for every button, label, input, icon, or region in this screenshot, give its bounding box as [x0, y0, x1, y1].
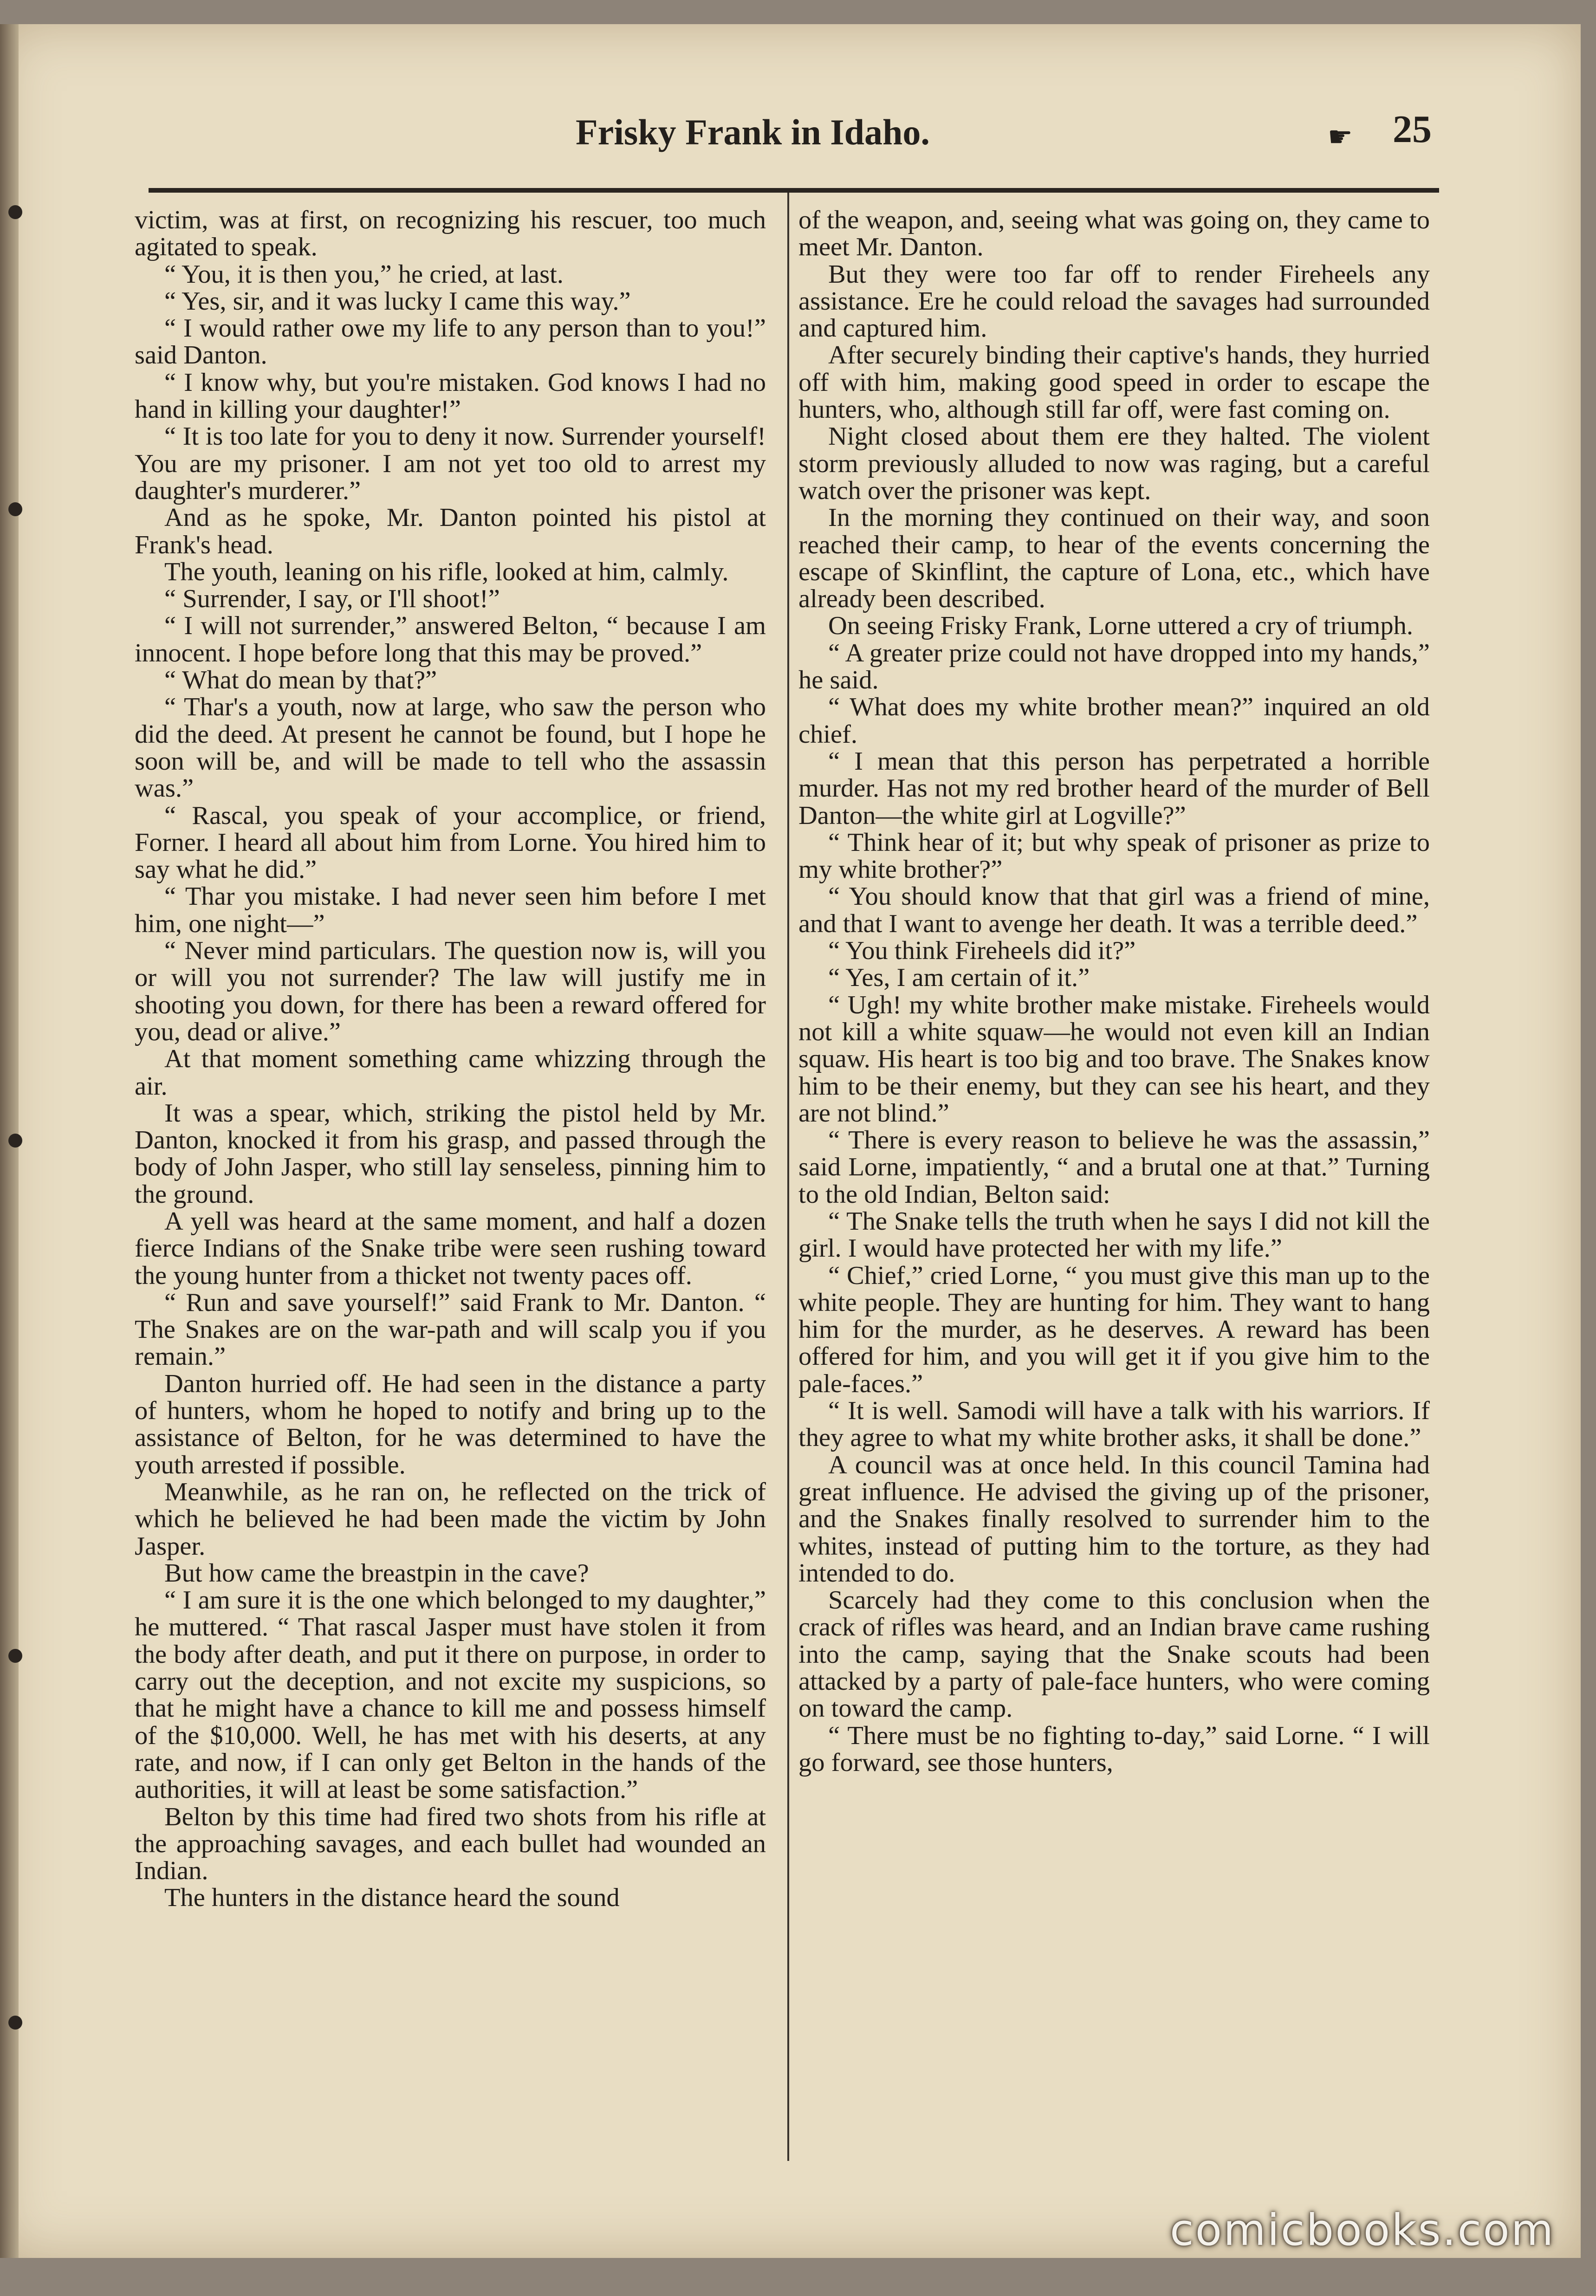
paragraph: “ I am sure it is the one which belonged to my daughter,” he muttered. “ That rascal Jasper must have stolen it from the body after death, and put it there on purpose, in order to carry out the deception, and not excite my suspicions, so that he might have a chance to kill me and possess himself of the $10,000. Well, he has met with his deserts, at any rate, and now, if I can only get Belton in the hands of the authorities, it will at least be some satisfaction.”	[135, 1586, 766, 1804]
page-number: 25	[1393, 108, 1432, 151]
paragraph: “ What do mean by that?”	[164, 666, 437, 695]
paragraph: And as he spoke, Mr. Danton pointed his pistol at Frank's head.	[135, 503, 766, 559]
paragraph: The youth, leaning on his rifle, looked at him, calmly.	[164, 557, 729, 586]
paragraph: But how came the breastpin in the cave?	[164, 1558, 589, 1588]
paragraph: “ Ugh! my white brother make mistake. Fireheels would not kill a white squaw—he would not even kill an Indian squaw. His heart is too big and too brave. The Snakes know him to be their enemy, but they can see his heart, and they are not blind.”	[798, 990, 1430, 1128]
paragraph: A yell was heard at the same moment, and half a dozen fierce Indians of the Snake tribe were seen rushing toward the young hunter from a thicket not twenty paces off.	[135, 1206, 766, 1290]
staple-hole	[8, 1134, 22, 1148]
paragraph: Night closed about them ere they halted. The violent storm previously alluded to now was raging, but a careful watch over the prisoner was kept.	[798, 422, 1430, 505]
paragraph: “ Yes, sir, and it was lucky I came this way.”	[164, 286, 631, 316]
paragraph: of the weapon, and, seeing what was going on, they came to meet Mr. Danton.	[798, 206, 1430, 262]
paragraph: “ Think hear of it; but why speak of prisoner as prize to my white brother?”	[798, 828, 1430, 884]
paragraph: “ Never mind particulars. The question now is, will you or will you not surrender? The law will justify me in shooting you down, for there has been a reward offered for you, dead or alive.”	[135, 936, 766, 1046]
paragraph: Belton by this time had fired two shots from his rifle at the approaching savages, and each bullet had wounded an Indian.	[135, 1802, 766, 1886]
paragraph: The hunters in the distance heard the sound	[164, 1883, 620, 1913]
paragraph: “ It is too late for you to deny it now. Surrender yourself! You are my prisoner. I am not yet too old to arrest my daughter's murderer.”	[135, 422, 766, 505]
paragraph: After securely binding their captive's hands, they hurried off with him, making good speed in order to escape the hunters, who, although still far off, were fast coming on.	[798, 341, 1430, 424]
left-column	[135, 207, 766, 1912]
paragraph: “ I would rather owe my life to any person than to you!” said Danton.	[135, 314, 766, 370]
staple-hole	[8, 205, 22, 219]
page-header	[139, 97, 1439, 176]
paragraph: Scarcely had they come to this conclusion when the crack of rifles was heard, and an Indian brave came rushing into the camp, saying that the Snake scouts had been attacked by a party of pale-face hunters, who were coming on toward the camp.	[798, 1586, 1430, 1723]
paragraph: “ There must be no fighting to-day,” said Lorne. “ I will go forward, see those hunters,	[798, 1721, 1430, 1777]
paragraph: “ Rascal, you speak of your accomplice, or friend, Forner. I heard all about him from Lorne. You hired him to say what he did.”	[135, 801, 766, 884]
paragraph: “ Surrender, I say, or I'll shoot!”	[164, 584, 500, 614]
paragraph: “ Run and save yourself!” said Frank to Mr. Danton. “ The Snakes are on the war-path and will scalp you if you remain.”	[135, 1288, 766, 1371]
header-rule	[149, 188, 1439, 193]
paragraph: At that moment something came whizzing through the air.	[135, 1044, 766, 1101]
paragraph: A council was at once held. In this council Tamina had great influence. He advised the giving up of the prisoner, and the Snakes finally resolved to surrender him to the whites, instead of putting him to the torture, as they had intended to do.	[798, 1450, 1430, 1588]
paragraph: “ It is well. Samodi will have a talk with his warriors. If they agree to what my white brother asks, it shall be done.”	[798, 1396, 1430, 1453]
staple-hole	[8, 1649, 22, 1663]
paragraph: “ Chief,” cried Lorne, “ you must give this man up to the white people. They are hunting for him. They want to hang him for the murder, as he deserves. A reward has been offered for him, and you will get it if you give him to the pale-faces.”	[798, 1261, 1430, 1398]
column-divider	[787, 193, 789, 2161]
paragraph: victim, was at first, on recognizing his rescuer, too much agitated to speak.	[135, 206, 766, 262]
paragraph: “ There is every reason to believe he was the assassin,” said Lorne, impatiently, “ and a brutal one at that.” Turning to the old Indian, Belton said:	[798, 1126, 1430, 1209]
paragraph: “ I know why, but you're mistaken. God knows I had no hand in killing your daughter!”	[135, 368, 766, 424]
paragraph: “ Thar's a youth, now at large, who saw the person who did the deed. At present he cannot be found, but I hope he soon will be, and will be made to tell who the assassin was.”	[135, 693, 766, 803]
staple-hole	[8, 502, 22, 516]
paragraph: “ Yes, I am certain of it.”	[828, 963, 1090, 992]
paragraph: But they were too far off to render Fireheels any assistance. Ere he could reload the savages had surrounded and captured him.	[798, 259, 1430, 343]
paragraph: “ You, it is then you,” he cried, at last.	[164, 259, 564, 289]
paragraph: “ You should know that that girl was a friend of mine, and that I want to avenge her death. It was a terrible deed.”	[798, 882, 1430, 938]
paragraph: “ What does my white brother mean?” inquired an old chief.	[798, 693, 1430, 749]
paragraph: In the morning they continued on their way, and soon reached their camp, to hear of the events concerning the escape of Skinflint, the capture of Lona, etc., which have already been described.	[798, 503, 1430, 614]
running-title: Frisky Frank in Idaho.	[576, 112, 930, 152]
pointing-hand-icon: ☛	[1328, 122, 1353, 152]
paragraph: “ A greater prize could not have dropped into my hands,” he said.	[798, 638, 1430, 695]
paragraph: Danton hurried off. He had seen in the distance a party of hunters, whom he hoped to notify and bring up to the assistance of Belton, for he was determined to have the youth arrested if possible.	[135, 1369, 766, 1479]
paragraph: “ Thar you mistake. I had never seen him before I met him, one night—”	[135, 882, 766, 938]
paragraph: “ The Snake tells the truth when he says I did not kill the girl. I would have protected her with my life.”	[798, 1206, 1430, 1263]
paragraph: “ I will not surrender,” answered Belton, “ because I am innocent. I hope before long that this may be proved.”	[135, 611, 766, 668]
right-column	[798, 207, 1430, 1776]
paragraph: Meanwhile, as he ran on, he reflected on the trick of which he believed he had been made the victim by John Jasper.	[135, 1477, 766, 1561]
paragraph: It was a spear, which, striking the pistol held by Mr. Danton, knocked it from his grasp, and passed through the body of John Jasper, who still lay senseless, pinning him to the ground.	[135, 1098, 766, 1209]
staple-hole	[8, 2016, 22, 2030]
watermark: comicbooks.com	[1170, 2205, 1555, 2256]
paragraph: On seeing Frisky Frank, Lorne uttered a cry of triumph.	[828, 611, 1413, 641]
paragraph: “ I mean that this person has perpetrated a horrible murder. Has not my red brother heard of the murder of Bell Danton—the white girl at Logville?”	[798, 746, 1430, 830]
paragraph: “ You think Fireheels did it?”	[828, 936, 1136, 966]
